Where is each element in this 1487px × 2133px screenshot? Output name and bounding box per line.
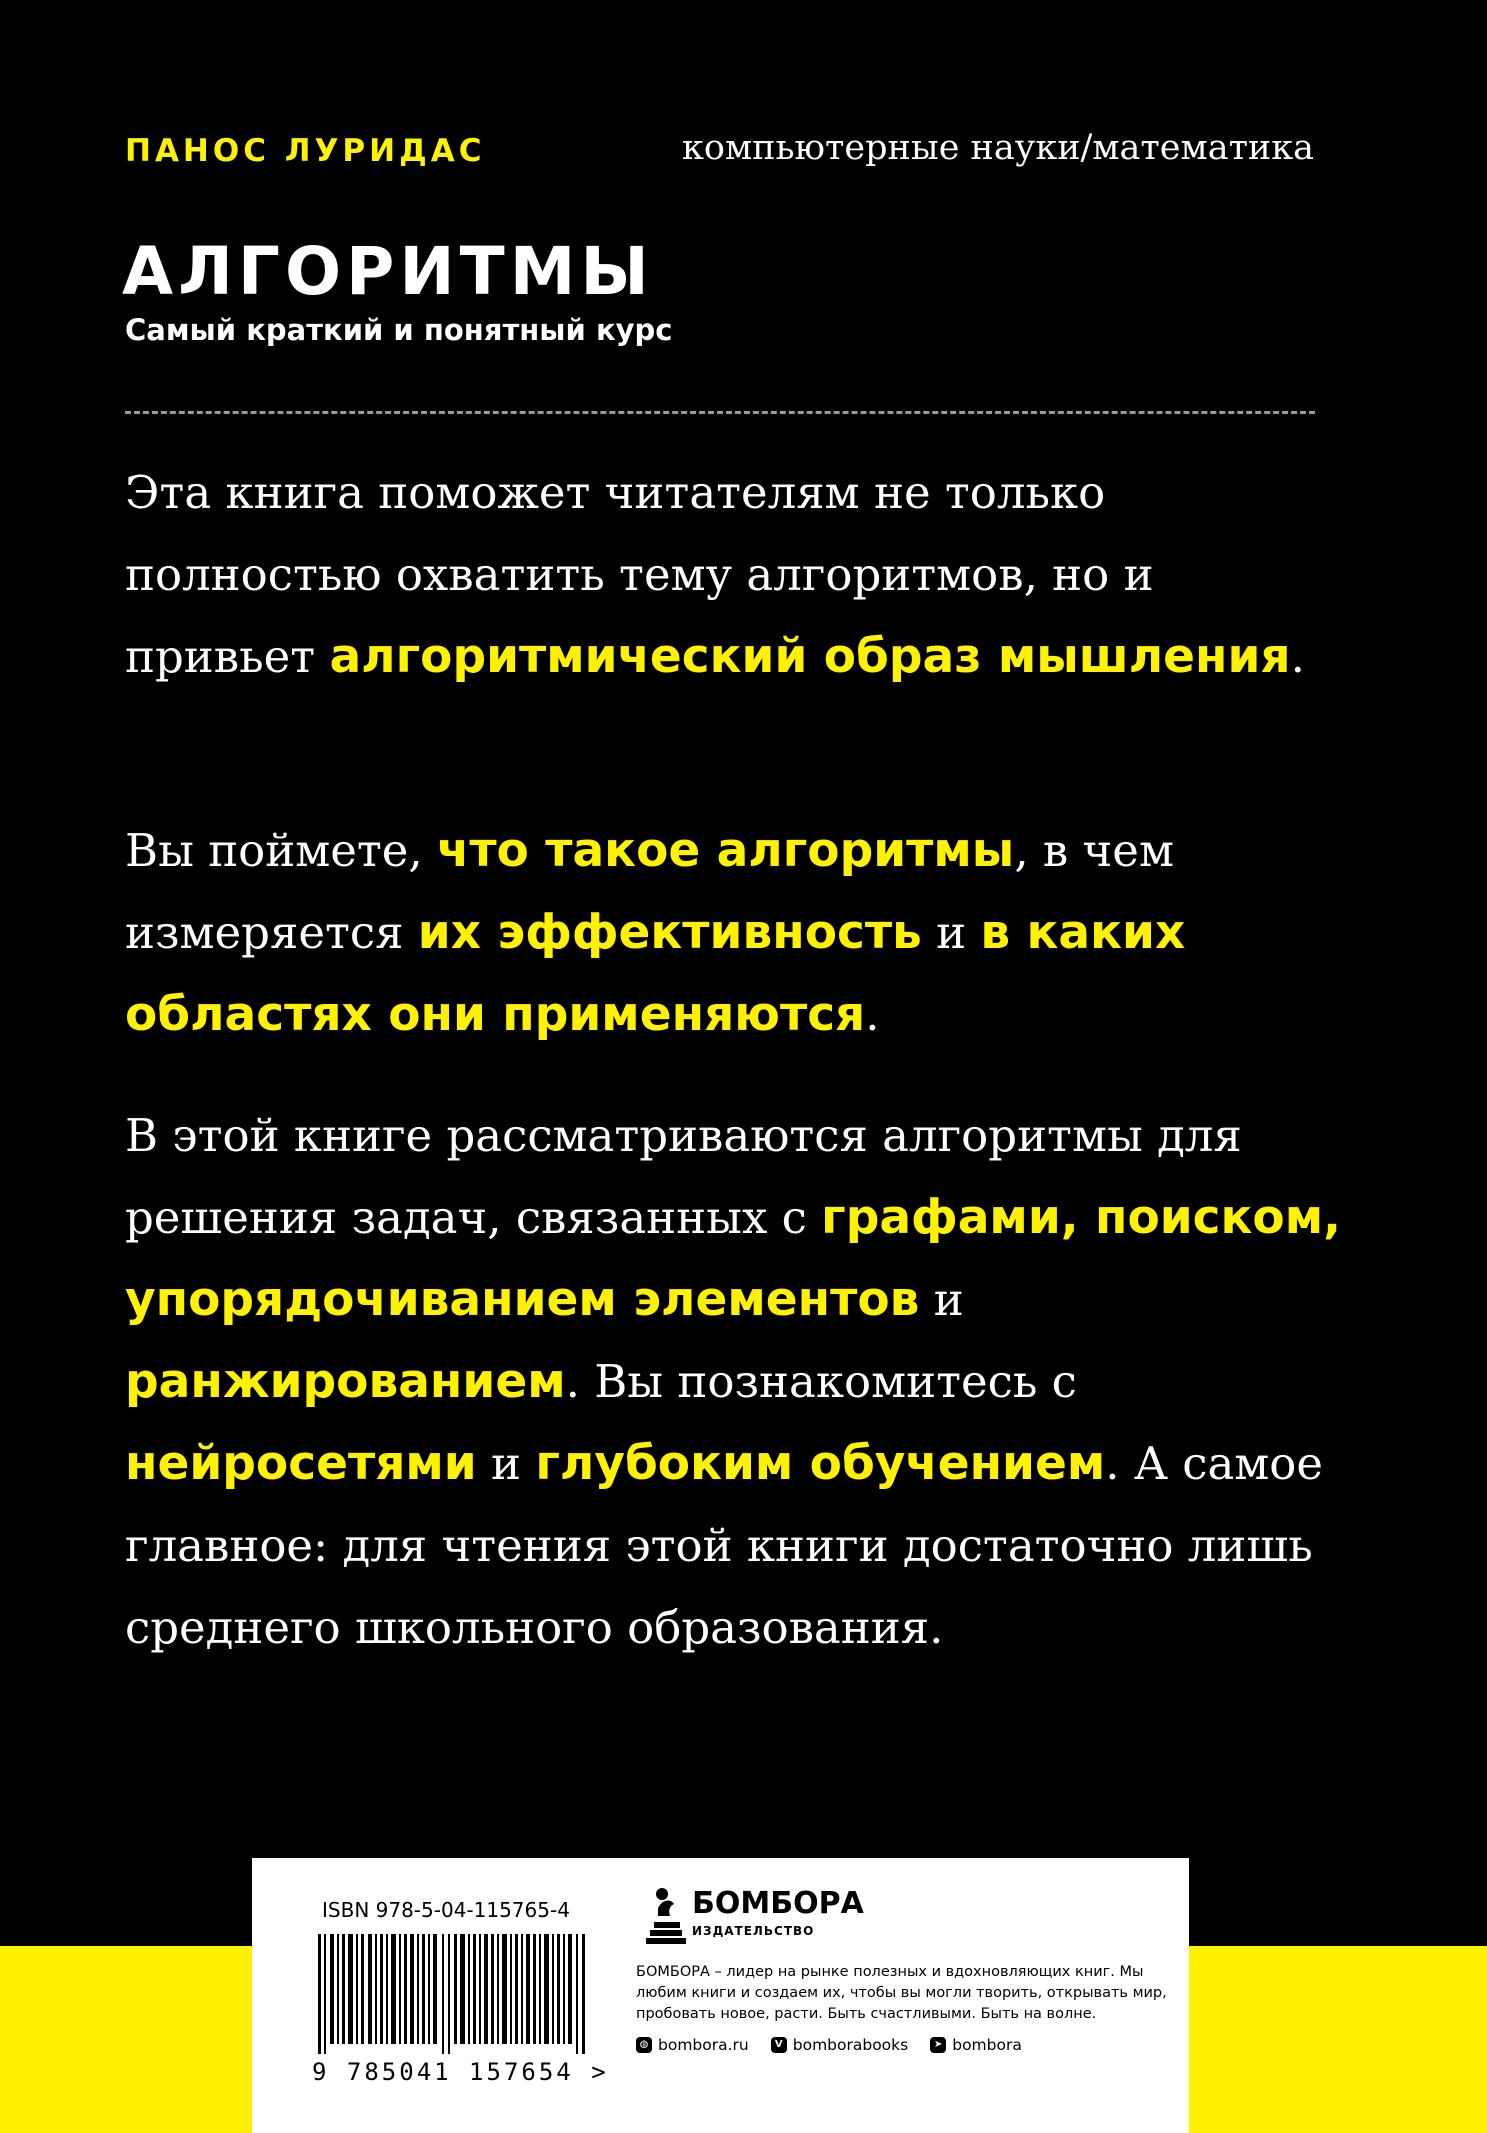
barcode-digits: 9 785041 157654 > — [312, 2058, 609, 2086]
paragraph-3 — [125, 1095, 1345, 1669]
social-label: bombora — [952, 2036, 1022, 2054]
paragraph-2 — [125, 810, 1345, 1056]
highlight-text: что такое алгоритмы — [437, 823, 1015, 878]
highlight-text: ранжированием — [125, 1354, 566, 1409]
paragraph-text: Эта книга поможет читателям не только полностью охватить тему алгоритмов, но и привьет — [125, 466, 1154, 683]
paragraph-1 — [125, 452, 1345, 698]
paragraph-text: . — [865, 988, 880, 1041]
book-category: компьютерные науки/математика — [682, 128, 1314, 168]
paragraph-text: Вы поймете, — [125, 824, 438, 877]
telegram-icon: ➤ — [930, 2037, 946, 2053]
paragraph-text: . — [1290, 630, 1305, 683]
isbn-text: ISBN 978-5-04-115765-4 — [322, 1898, 570, 1922]
paragraph-text: . Вы познакомитесь с — [565, 1355, 1077, 1408]
social-link-telegram[interactable] — [930, 2036, 1022, 2054]
social-links — [636, 2036, 1022, 2054]
highlight-text: алгоритмический образ мышления — [329, 629, 1291, 684]
paragraph-text: . А самое главное: для чтения этой книги достаточно лишь среднего школьного образования. — [125, 1437, 1324, 1654]
book-title: АЛГОРИТМЫ — [122, 233, 654, 310]
paragraph-text: и — [919, 1273, 964, 1326]
paragraph-text: и — [921, 906, 981, 959]
book-subtitle: Самый краткий и понятный курс — [125, 313, 673, 347]
dashed-divider — [125, 411, 1315, 414]
highlight-text: их эффективность — [417, 905, 922, 960]
highlight-text: графами, поиском, упорядочиванием элементов — [125, 1190, 1341, 1327]
publisher-subtitle: ИЗДАТЕЛЬСТВО — [692, 1924, 815, 1938]
publisher-name: БОМБОРА — [692, 1886, 864, 1921]
barcode-panel — [252, 1858, 1189, 2133]
author-name: ПАНОС ЛУРИДАС — [125, 133, 486, 169]
social-label: bombora.ru — [658, 2036, 749, 2054]
highlight-text: в каких областях они применяются — [125, 905, 1186, 1042]
paragraph-text: и — [476, 1437, 536, 1490]
barcode-image — [318, 1934, 588, 2054]
publisher-description: БОМБОРА – лидер на рынке полезных и вдохновляющих книг. Мы любим книги и создаем их, чтобы вы могли творить, открывать мир, пробовать новое, расти. Быть счастливыми. Быть на волне. — [636, 1964, 1167, 2022]
globe-icon: ◍ — [636, 2037, 652, 2053]
highlight-text: нейросетями — [125, 1436, 477, 1491]
highlight-text: глубоким обучением — [535, 1436, 1106, 1491]
vk-icon: V — [771, 2037, 787, 2053]
social-link-vk[interactable] — [771, 2036, 908, 2054]
paragraph-text: , в чем измеряется — [125, 824, 1174, 959]
social-label: bomborabooks — [792, 2036, 909, 2054]
social-link-site[interactable] — [636, 2036, 749, 2054]
paragraph-text: В этой книге рассматриваются алгоритмы для решения задач, связанных с — [125, 1109, 1242, 1244]
